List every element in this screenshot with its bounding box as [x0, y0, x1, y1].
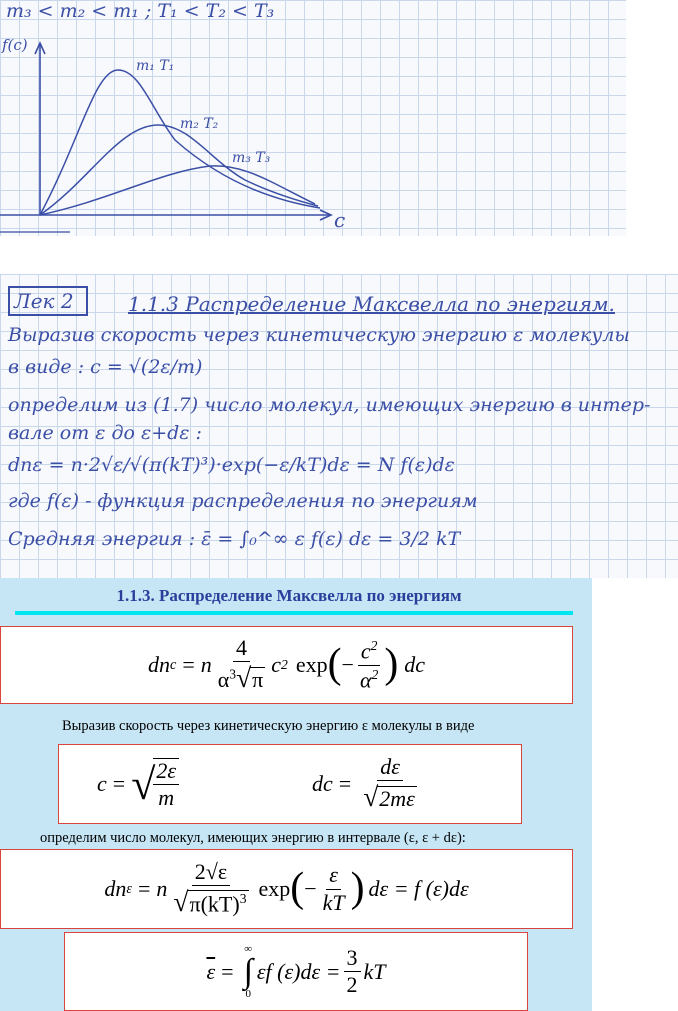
f4-lhs: $\overline{\varepsilon}$ [206, 958, 216, 984]
formula-mean-energy [64, 932, 528, 1011]
f3-coefficient: $\frac{2√\varepsilon}{√\pi(kT)^3}$ [173, 859, 247, 918]
graph-photo [0, 0, 626, 236]
notes-line-1: Выразив скорость через кинетическую энергию ε молекулы [8, 324, 630, 346]
f3-n: n [156, 876, 168, 901]
f2-num: 2ε [153, 759, 179, 785]
f1-num: 4 [233, 636, 250, 662]
f1-exp: exp [295, 652, 328, 677]
formula-speed-from-energy: c = √ $\frac{2\varepsilon}{m}$ dc = $\frac{d\varepsilon}{√2m\varepsilon}$ [58, 744, 522, 824]
f1-eq: = [182, 652, 195, 677]
f3-exp-fraction [320, 863, 348, 914]
f3-frac-den: kT [322, 889, 345, 915]
title-underline [15, 611, 573, 615]
f2-den: m [158, 785, 175, 810]
f2-dc: dc [312, 771, 333, 796]
f4-upper: ∞ [244, 942, 253, 955]
f4-den: 2 [346, 972, 358, 997]
f2-den-2: 2mε [379, 786, 415, 812]
textbook-panel [0, 578, 592, 1011]
curve-label-2: m₂ T₂ [180, 116, 219, 132]
f3-frac-num: ε [326, 863, 341, 889]
notes-line-4: вале от ε до ε+dε : [8, 422, 202, 444]
y-axis-label: f(c) [2, 36, 28, 54]
f3-lhs: dn [104, 876, 127, 901]
curve-m2-t2 [40, 125, 318, 215]
notes-photo [0, 274, 678, 578]
f2-c: c [97, 771, 107, 796]
formula-velocity-distribution: dn c = n $\frac{4}{\alpha^3√\pi}$ c 2 exp ( − $\frac{c^2}{\alpha^2}$ ) dc [0, 626, 573, 704]
f3-eq: = [137, 876, 151, 901]
f1-c: c [271, 652, 282, 677]
notes-line-2: в виде : c = √(2ε/m) [8, 356, 203, 378]
notes-line-7: Средняя энергия : ε̄ = ∫₀^∞ ε f(ε) dε = 3/2 kT [8, 528, 461, 550]
f4-num: 3 [344, 946, 361, 972]
f4-eq: = [221, 958, 234, 984]
lecture-label: Лек 2 [14, 289, 74, 313]
f1-exp-fraction: $\frac{c^2}{\alpha^2}$ [357, 638, 381, 692]
f1-lhs-sub: c [169, 656, 177, 673]
f2-num-2: dε [377, 755, 403, 781]
notes-heading: 1.1.3 Распределение Максвелла по энергиям. [128, 292, 615, 316]
f1-n: n [200, 652, 212, 677]
f4-integral: ∞ ∫ 0 [243, 942, 253, 1000]
f3-tail: dε = f (ε)dε [368, 876, 469, 901]
f2-fraction-2: $\frac{d\varepsilon}{√2m\varepsilon}$ [363, 754, 415, 813]
curve-label-1: m₁ T₁ [136, 58, 175, 74]
curve-m3-t3 [40, 166, 315, 215]
notes-line-3: определим из (1.7) число молекул, имеющих энергию в интер- [8, 394, 651, 416]
f1-den-sqrt: π [252, 667, 264, 693]
f3-den: π(kT) [189, 891, 240, 917]
f2-fraction [153, 758, 179, 810]
f4-integrand: εf (ε)dε = [256, 958, 341, 984]
f1-lhs: dn [147, 652, 170, 677]
notes-line-6: где f(ε) - функция распределения по энергиям [8, 490, 478, 512]
f1-den-alpha: α [217, 667, 230, 693]
f2-eq: = [112, 771, 126, 796]
f4-lower: 0 [245, 987, 251, 1000]
f3-num: 2√ε [192, 860, 230, 886]
curve-label-3: m₃ T₃ [232, 150, 271, 166]
textbook-title: 1.1.3. Распределение Максвелла по энергиям [116, 586, 462, 605]
f2-eq-2: = [338, 771, 352, 796]
textbook-text-1: Выразив скорость через кинетическую энергию ε молекулы в виде [62, 718, 475, 734]
f1-tail: dc [404, 652, 426, 677]
f1-frac-den: α [359, 666, 372, 692]
graph-legend: m₃ < m₂ < m₁ ; T₁ < T₂ < T₃ [6, 0, 275, 22]
f3-lhs-sub: ε [126, 880, 132, 897]
textbook-text-2: определим число молекул, имеющих энергию в интервале (ε, ε + dε): [40, 830, 466, 846]
f4-tail: kT [363, 958, 386, 984]
graph-drawing [0, 0, 626, 236]
f4-fraction [344, 946, 361, 997]
f1-coefficient: $\frac{4}{\alpha^3√\pi}$ [217, 635, 264, 694]
formula-energy-distribution: dn ε = n $\frac{2√\varepsilon}{√\pi(kT)^3}$ exp ( − $\frac{\varepsilon}{kT}$ ) dε = f (ε)dε [0, 849, 573, 929]
notes-line-5: dnε = n·2√ε/√(π(kT)³)·exp(−ε/kT)dε = N f(ε)dε [8, 454, 455, 476]
f1-frac-num: c [360, 638, 371, 664]
f3-exp: exp [258, 876, 291, 901]
x-axis-label: c [334, 208, 346, 232]
